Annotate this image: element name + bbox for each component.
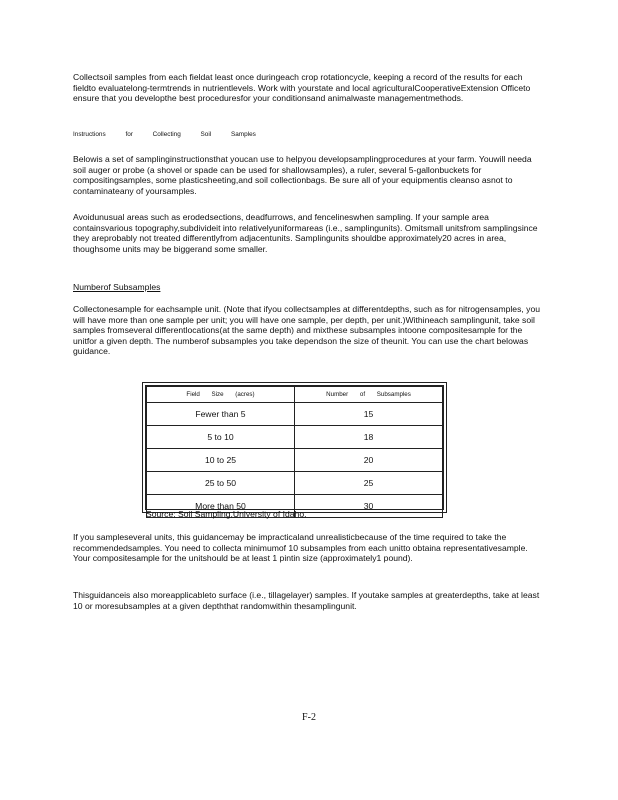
field-size-cell: 5 to 10 xyxy=(147,426,295,449)
table-row xyxy=(147,449,443,472)
table-header-row xyxy=(147,387,443,403)
surface-paragraph: Thisguidanceis also moreapplicableto surface (i.e., tillagelayer) samples. If youtake samples at greaterdepths, take at least 10 or moresubsamples at a given depththat randomwithin thesamplingunit. xyxy=(73,590,540,611)
table-row xyxy=(147,403,443,426)
header-field-size: Field Size (acres) xyxy=(147,387,295,403)
subsamples-cell: 30 xyxy=(295,495,443,518)
guidance-paragraph: If you sampleseveral units, this guidancemay be impracticaland unrealisticbecause of the time required to take the recommendedsamples. You need to collecta minimumof 10 subsamples from each unitto obtaina representativesample. Your compositesample for the unitshould be at least 1 pintin size (approximately1 pound). xyxy=(73,532,528,564)
instructions-heading: Instructions for Collecting Soil Samples xyxy=(73,131,256,138)
table-row xyxy=(147,426,443,449)
subsamples-cell: 15 xyxy=(295,403,443,426)
header-number-subsamples: Number of Subsamples xyxy=(295,387,443,403)
subsamples-cell: 20 xyxy=(295,449,443,472)
collect-paragraph: Collectonesample for eachsample unit. (Note that ifyou collectsamples at differentdepths, such as for nitrogensamples, you will have more than one sample per unit; you will have one sample, per depth, per unit.)Withineach samplingunit, take soil samples fromseveral differentlocations(at the same depth) and mixthese subsamples intoone compositesample for the unitfor a given depth. The numberof subsamples you take dependson the size of theunit. You can use the chart belowas guidance. xyxy=(73,304,541,357)
field-size-cell: Fewer than 5 xyxy=(147,403,295,426)
subsamples-cell: 18 xyxy=(295,426,443,449)
intro-paragraph: Collectsoil samples from each fieldat least once duringeach crop rotationcycle, keeping a record of the results for each fieldto evaluatelong-termtrends in nutrientlevels. Work with yourstate and local agriculturalCooperativeExtension Officeto ensure that you developthe best proceduresfor your conditionsand animalwaste managementmethods. xyxy=(73,72,531,104)
field-size-cell: 25 to 50 xyxy=(147,472,295,495)
equipment-paragraph: Belowis a set of samplinginstructionsthat youcan use to helpyou developsamplingprocedures at your farm. Youwill needa soil auger or probe (a shovel or spade can be used for shallowsamples), a ruler, several 5-gallonbuckets for compositingsamples, some plasticsheeting,and soil collectionbags. Be sure all of your equipmentis cleanso asnot to contaminateany of yoursamples. xyxy=(73,154,532,196)
subsample-table xyxy=(145,385,444,510)
avoid-areas-paragraph: Avoidunusual areas such as erodedsections, deadfurrows, and fencelineswhen sampling. If your sample area containsvarious topography,subdivideit into relativelyuniformareas (i.e., samplingunits). Omitsmall unitsfrom samplingsince they areprobably not treated differentlyfrom adjacentunits. Samplingunits shouldbe approximately20 acres in area, thoughsome units may be biggerand some smaller. xyxy=(73,212,538,254)
page-number: F-2 xyxy=(302,712,316,723)
field-size-cell: More than 50 xyxy=(147,495,295,518)
table-row xyxy=(147,472,443,495)
field-size-cell: 10 to 25 xyxy=(147,449,295,472)
table-source: Source: Soil Sampling,University of Idaho. xyxy=(146,509,307,519)
subsamples-subheading: Numberof Subsamples xyxy=(73,282,161,292)
subsamples-cell: 25 xyxy=(295,472,443,495)
